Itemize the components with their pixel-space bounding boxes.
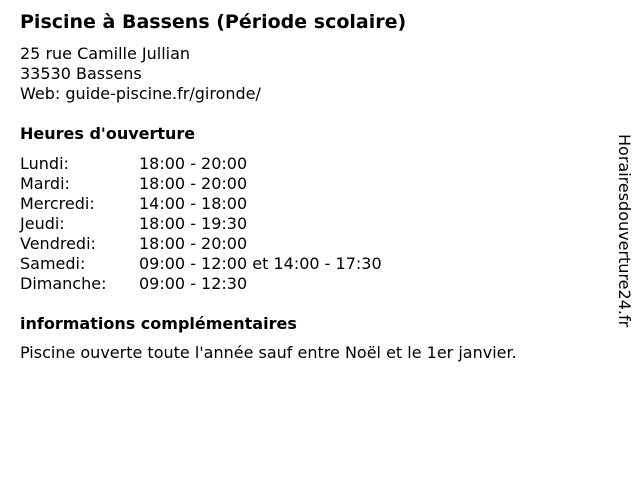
day-label: Vendredi:	[20, 234, 96, 253]
time-value: 18:00 - 20:00	[139, 174, 248, 193]
time-value: 09:00 - 12:00 et 14:00 - 17:30	[139, 254, 382, 273]
day-label: Lundi:	[20, 154, 69, 173]
time-value: 18:00 - 19:30	[139, 214, 248, 233]
time-value: 09:00 - 12:30	[139, 274, 248, 293]
opening-hours-table	[20, 154, 382, 294]
time-value: 18:00 - 20:00	[139, 234, 248, 253]
time-value: 14:00 - 18:00	[139, 194, 248, 213]
hours-row-sunday	[20, 274, 382, 294]
day-label: Dimanche:	[20, 274, 107, 293]
address-city: 33530 Bassens	[20, 64, 142, 83]
time-value: 18:00 - 20:00	[139, 154, 248, 173]
day-label: Mardi:	[20, 174, 70, 193]
day-label: Samedi:	[20, 254, 86, 273]
address-street: 25 rue Camille Jullian	[20, 44, 191, 63]
hours-row-tuesday	[20, 174, 382, 194]
day-label: Mercredi:	[20, 194, 95, 213]
opening-hours-heading: Heures d'ouverture	[20, 124, 196, 143]
website-line	[20, 84, 261, 104]
hours-row-saturday	[20, 254, 382, 274]
additional-info-text: Piscine ouverte toute l'année sauf entre Noël et le 1er janvier.	[20, 343, 517, 362]
address-block	[20, 44, 261, 104]
additional-info-heading: informations complémentaires	[20, 314, 297, 333]
page-title: Piscine à Bassens (Période scolaire)	[20, 11, 407, 33]
hours-row-friday	[20, 234, 382, 254]
website-link[interactable]: guide-piscine.fr/gironde/	[65, 84, 261, 103]
brand-watermark: Horairesdouverture24.fr	[615, 134, 634, 328]
hours-row-wednesday	[20, 194, 382, 214]
day-label: Jeudi:	[20, 214, 65, 233]
hours-row-thursday	[20, 214, 382, 234]
website-label: Web:	[20, 84, 61, 103]
hours-row-monday	[20, 154, 382, 174]
